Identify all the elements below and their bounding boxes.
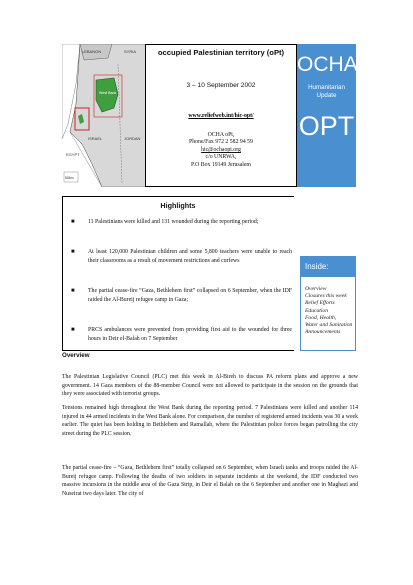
- highlight-item: PRCS ambulances were prevented from providing first aid to the wounded for three hours in Deir el-Balah on 7 September: [88, 327, 292, 342]
- highlight-item: 11 Palestinians were killed and 131 wounded during the reporting period;: [88, 219, 259, 225]
- contact-org: OCHA oPt,: [207, 132, 235, 138]
- map-label-gaza: Gaza: [64, 104, 74, 109]
- inside-item-relief[interactable]: Relief Efforts: [305, 300, 335, 307]
- opt-map: [62, 44, 146, 187]
- inside-item-announcements[interactable]: Announcements: [305, 329, 341, 336]
- contact-email-link[interactable]: hic@ochaopt.org: [201, 146, 241, 153]
- inside-item-closures[interactable]: Closures this week: [305, 293, 347, 300]
- map-label-jordan: JORDAN: [124, 136, 141, 141]
- highlights-title: Highlights: [160, 201, 196, 210]
- inside-item-water[interactable]: Water and Sanitation: [305, 322, 353, 329]
- map-label-lebanon: LEBANON: [82, 49, 102, 54]
- opt-wordmark: OPT: [298, 111, 355, 141]
- highlight-item: At least 120,000 Palestinian children and some 5,800 teachers were unable to reach their classrooms as a result of movement restrictions and curfews: [88, 249, 292, 264]
- bullet-icon: ■: [71, 219, 75, 225]
- map-label-egypt: EGYPT: [66, 152, 80, 157]
- highlight-item: The partial cease-fire “Gaza, Bethlehem first” collapsed on 6 September, when the IDF raided the Al-Bureij refugee camp in Gaza;: [88, 288, 292, 303]
- ocha-wordmark: OCHA: [297, 53, 358, 76]
- ocha-subtitle: [297, 84, 356, 100]
- ocha-logo-panel: [297, 44, 356, 187]
- map-label-syria: SYRIA: [124, 49, 137, 54]
- bullet-icon: ■: [71, 288, 75, 294]
- contact-address: P.O Box 19149 Jerusalem: [191, 161, 251, 168]
- inside-panel: [300, 256, 356, 351]
- contact-block: [150, 132, 292, 169]
- map-scale-label: 50km: [65, 176, 74, 180]
- contact-phone: Phone/Fax 972 2 582 94 59: [189, 139, 253, 146]
- ocha-subtitle-line2: Update: [316, 92, 337, 99]
- reliefweb-link[interactable]: www.reliefweb.int/hic-opt/: [188, 113, 254, 119]
- inside-item-education[interactable]: Education: [305, 307, 328, 314]
- overview-paragraph: Tensions remained high throughout the West Bank during the reporting period. 7 Palestinians were killed and another 114 injured in 44 armed incidents in the West Bank alone. For comparison, the number of registered armed incidents was 30 a week earlier. The quiet has been holding in Bethlehem and Ramallah, where the Palestinian police forces began patrolling the city street during the PLC session.: [62, 405, 358, 438]
- overview-paragraph: The partial cease-fire – “Gaza, Bethlehem first” totally collapsed on 6 September, when Israeli tanks and troops raided the Al-Bureij refugee camp. Following the deaths of two soldiers in separate incidents at the weekend, the IDF conducted two massive incursions in the middle area of the Gaza Strip, in Deir el Balah on the 6 September and another one in Maghazi and Nuseirat two days later. The city of: [62, 465, 358, 498]
- bullet-icon: ■: [71, 327, 75, 333]
- report-title: occupied Palestinian territory (oPt): [157, 48, 285, 57]
- contact-care-of: c/o UNRWA,: [205, 154, 237, 161]
- inside-contents-list: [305, 286, 357, 336]
- inside-item-overview[interactable]: Overview: [305, 286, 327, 292]
- inside-item-food-health[interactable]: Food, Health,: [305, 314, 337, 321]
- map-label-westbank: West Bank: [99, 91, 117, 95]
- map-label-israel: ISRAEL: [88, 136, 103, 141]
- overview-heading: Overview: [62, 352, 90, 359]
- overview-paragraph: The Palestinian Legislative Council (PLC) met this week in Al-Bireh to discuss PA reform plans and approve a new government. 14 Gaza members of the 88-member Council were not allowed to participate in the session on the grounds that they were associated with terrorist groups.: [62, 374, 358, 398]
- inside-title: Inside:: [301, 257, 355, 277]
- bullet-icon: ■: [71, 249, 75, 255]
- ocha-subtitle-line1: Humanitarian: [308, 84, 345, 91]
- report-dates: 3 – 10 September 2002: [186, 82, 256, 89]
